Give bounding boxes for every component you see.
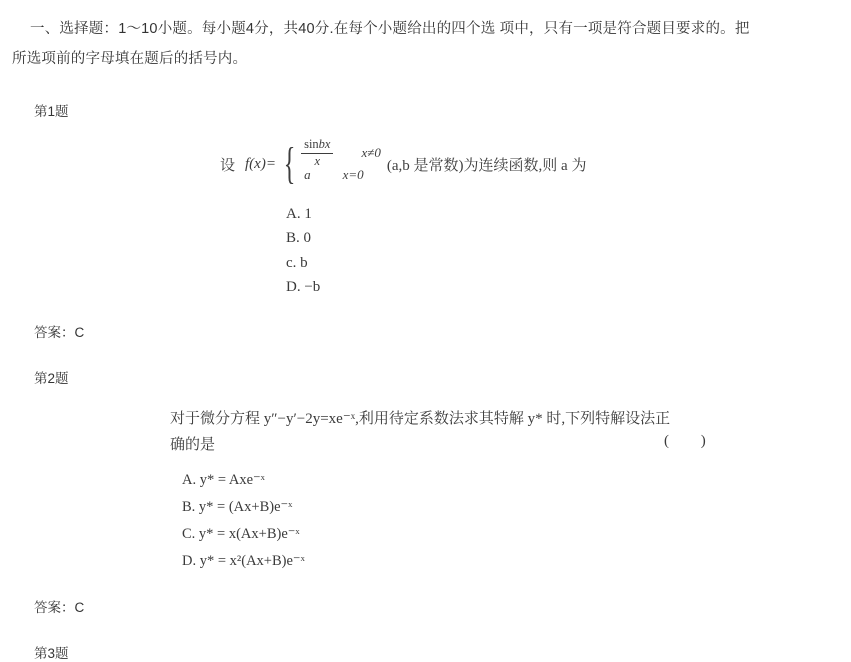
q1-case-2-value: a [304, 167, 311, 183]
question-2-stem [30, 407, 833, 574]
section-instructions [12, 14, 833, 74]
q1-fraction-denominator: x [314, 153, 321, 168]
q2-stem-line-2 [170, 433, 833, 454]
q2-stem-line-2-text: 确的是 [170, 437, 216, 454]
q1-option-a[interactable]: A. 1 [286, 206, 312, 222]
q1-fraction [301, 138, 333, 167]
question-1-options [30, 202, 833, 299]
q1-case-2-condition: x=0 [342, 167, 364, 183]
q2-stem-line-1: 对于微分方程 y″−y′−2y=xe⁻ˣ,利用待定系数法求其特解 y* 时,下列特解设法正 [170, 411, 671, 428]
question-1-label: 第1题 [34, 104, 69, 119]
q1-stem-prefix: 设 [220, 157, 236, 174]
q2-option-a[interactable]: A. y* = Axe⁻ˣ [182, 472, 265, 489]
q1-option-b[interactable]: B. 0 [286, 230, 312, 247]
question-1-stem [30, 137, 833, 189]
q2-option-d[interactable]: D. y* = x²(Ax+B)e⁻ˣ [182, 552, 305, 569]
q2-option-b[interactable]: B. y* = (Ax+B)e⁻ˣ [182, 499, 293, 515]
instructions-line-2: 所选项前的字母填在题后的括号内。 [12, 51, 248, 67]
question-2-options [170, 467, 833, 574]
q1-fraction-numerator: sinbx [304, 137, 331, 152]
question-2-answer: 答案：C [34, 600, 85, 616]
left-brace-icon: { [283, 139, 296, 189]
q1-option-c[interactable]: c. b [286, 254, 308, 271]
q2-answer-blank[interactable]: ( ) [664, 433, 720, 450]
question-3-label: 第3题 [34, 646, 69, 662]
instructions-line-1: 一、选择题：1～10小题。每小题4分，共40分.在每个小题给出的四个选 项中，只有一项是符合题目要求的。把 [30, 21, 750, 37]
q1-stem-tail: (a,b 是常数)为连续函数,则 a 为 [386, 157, 587, 174]
q1-case-row-1 [301, 137, 381, 168]
q2-option-c[interactable]: C. y* = x(Ax+B)e⁻ˣ [182, 525, 300, 542]
q1-case-1-condition: x≠0 [361, 145, 381, 161]
q1-cases [301, 137, 381, 186]
q1-option-d[interactable]: D. −b [286, 278, 321, 295]
question-2-label: 第2题 [34, 371, 69, 387]
q1-function-notation: f(x)= [245, 155, 276, 172]
question-1-answer: 答案：C [34, 325, 85, 341]
